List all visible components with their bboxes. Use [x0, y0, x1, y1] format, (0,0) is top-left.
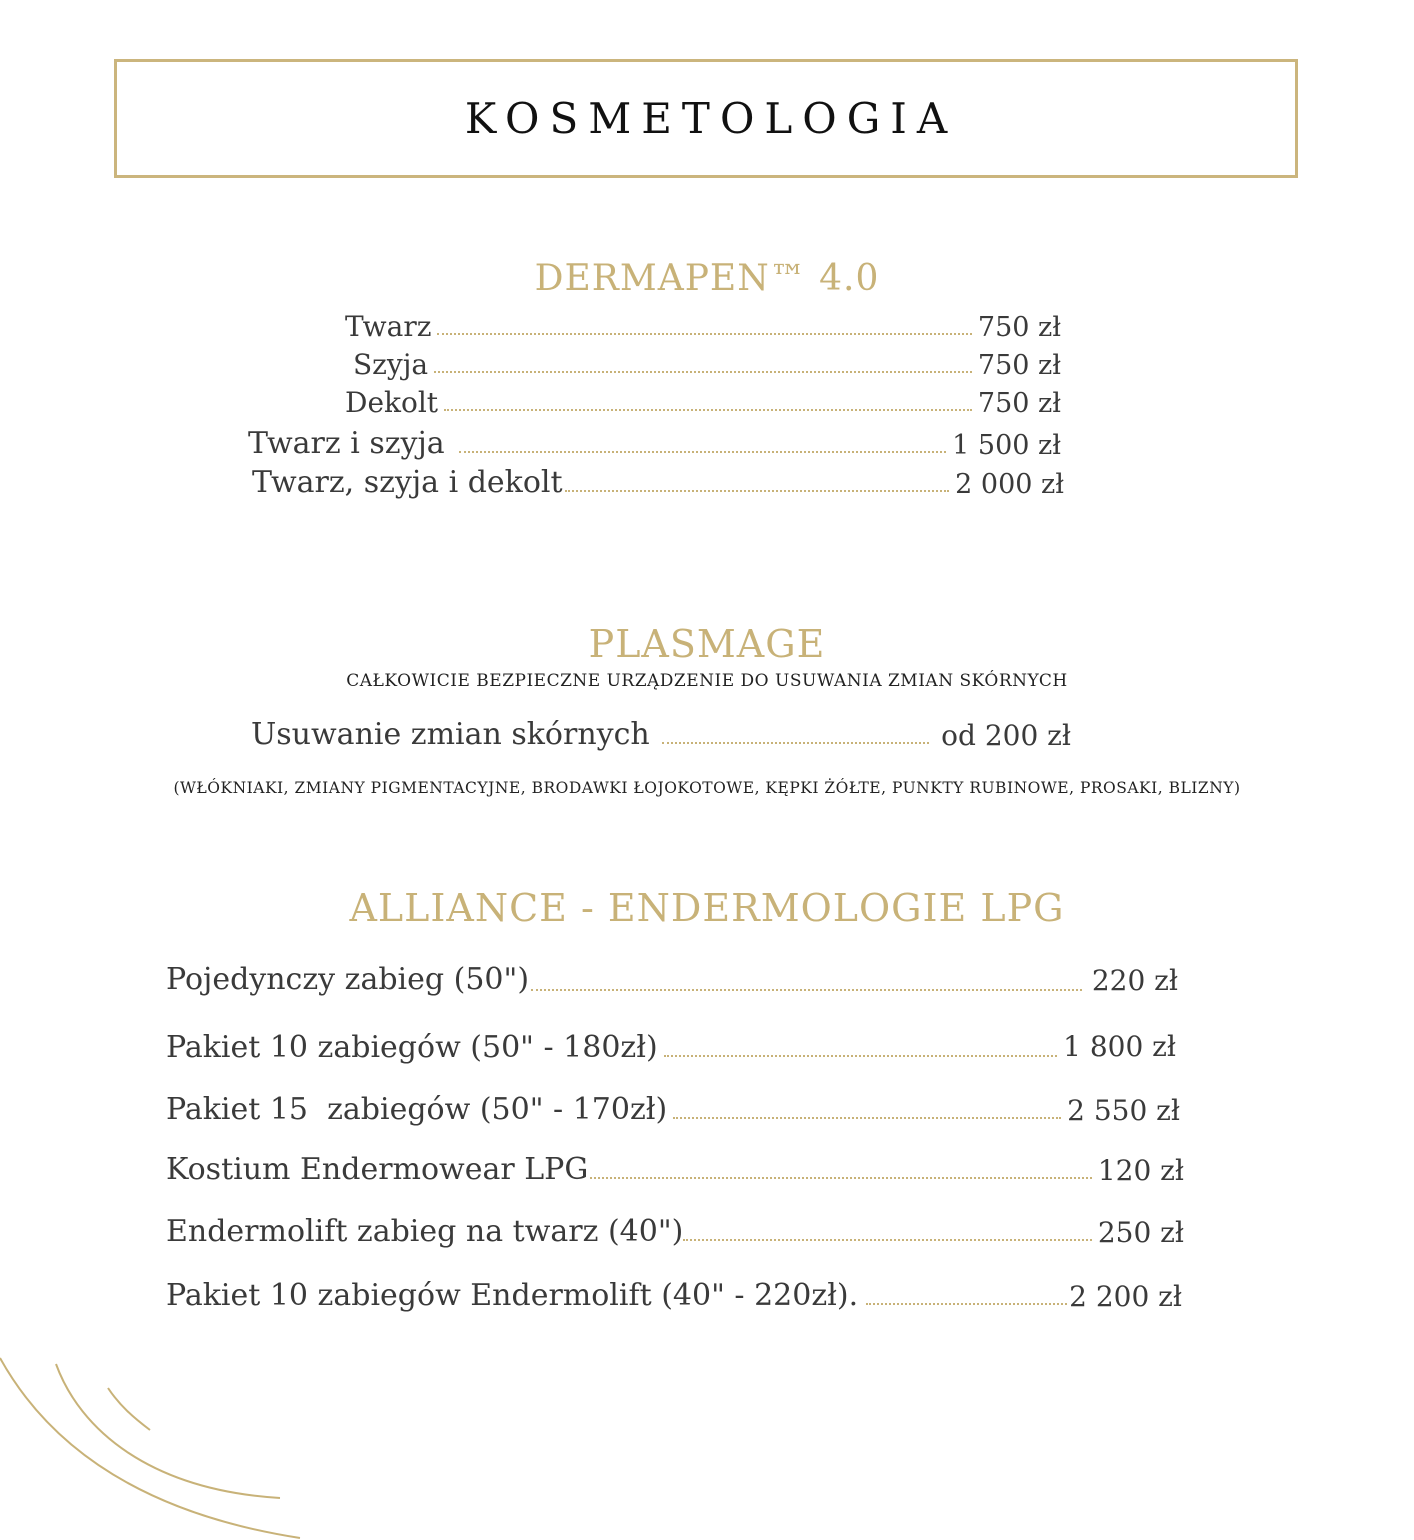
- dot-leader: [444, 409, 972, 411]
- item-price: 250 zł: [1097, 1216, 1184, 1249]
- dot-leader: [459, 451, 946, 453]
- title-box: [114, 59, 1298, 178]
- item-price: 220 zł: [1091, 964, 1178, 997]
- item-price: 750 zł: [977, 388, 1061, 419]
- arc-middle: [56, 1364, 280, 1498]
- item-price: 1 500 zł: [952, 430, 1061, 461]
- lpg-heading: ALLIANCE - ENDERMOLOGIE LPG: [349, 886, 1065, 930]
- page-title: KOSMETOLOGIA: [464, 94, 958, 143]
- dermapen-heading: DERMAPEN™ 4.0: [534, 258, 880, 299]
- item-name: Pakiet 10 zabiegów Endermolift (40" - 220zł).: [166, 1278, 859, 1313]
- item-price: 750 zł: [977, 312, 1061, 343]
- item-price: 2 200 zł: [1069, 1280, 1182, 1313]
- item-name: Szyja: [353, 348, 429, 381]
- dot-leader: [662, 742, 929, 744]
- item-price: 120 zł: [1097, 1154, 1184, 1187]
- plasmage-subtitle: CAŁKOWICIE BEZPIECZNE URZĄDZENIE DO USUWANIA ZMIAN SKÓRNYCH: [346, 671, 1068, 691]
- item-price: 2 550 zł: [1067, 1094, 1180, 1127]
- dot-leader: [437, 333, 971, 335]
- lpg-row: [166, 1214, 1184, 1249]
- plasmage-note: (WŁÓKNIAKI, ZMIANY PIGMENTACYJNE, BRODAWKI ŁOJOKOTOWE, KĘPKI ŻÓŁTE, PUNKTY RUBINOWE, PROSAKI, BLIZNY): [173, 779, 1241, 797]
- dot-leader: [590, 1177, 1091, 1179]
- item-name: Twarz: [345, 310, 432, 343]
- arc-inner: [108, 1388, 150, 1430]
- item-price: od 200 zł: [941, 719, 1071, 752]
- item-price: 2 000 zł: [955, 469, 1064, 500]
- dermapen-row: [345, 386, 1061, 419]
- dot-leader: [565, 490, 950, 492]
- plasmage-row: [251, 717, 1071, 752]
- arc-outer: [0, 1358, 300, 1538]
- item-name: Dekolt: [345, 386, 439, 419]
- item-name: Twarz i szyja: [248, 426, 445, 461]
- dot-leader: [866, 1303, 1067, 1305]
- dermapen-row: [353, 348, 1061, 381]
- decorative-arcs: [0, 1340, 320, 1540]
- item-name: Kostium Endermowear LPG: [166, 1152, 589, 1187]
- item-name: Twarz, szyja i dekolt: [252, 465, 563, 500]
- plasmage-heading: PLASMAGE: [588, 622, 826, 666]
- dermapen-row: [252, 465, 1064, 500]
- item-name: Pakiet 10 zabiegów (50" - 180zł): [166, 1030, 658, 1065]
- item-price: 1 800 zł: [1063, 1030, 1176, 1063]
- lpg-row: [166, 1152, 1184, 1187]
- lpg-row: [166, 1092, 1180, 1127]
- dot-leader: [673, 1117, 1061, 1119]
- lpg-row: [166, 962, 1178, 997]
- item-name: Pojedynczy zabieg (50"): [166, 962, 530, 997]
- lpg-row: [166, 1278, 1182, 1313]
- lpg-row: [166, 1030, 1176, 1065]
- dot-leader: [531, 989, 1082, 991]
- dermapen-row: [248, 426, 1061, 461]
- item-name: Endermolift zabieg na twarz (40"): [166, 1214, 684, 1249]
- dermapen-row: [345, 310, 1061, 343]
- item-name: Usuwanie zmian skórnych: [251, 717, 650, 752]
- dot-leader: [664, 1055, 1057, 1057]
- item-price: 750 zł: [977, 350, 1061, 381]
- item-name: Pakiet 15 zabiegów (50" - 170zł): [166, 1092, 668, 1127]
- dot-leader: [683, 1239, 1091, 1241]
- dot-leader: [434, 371, 972, 373]
